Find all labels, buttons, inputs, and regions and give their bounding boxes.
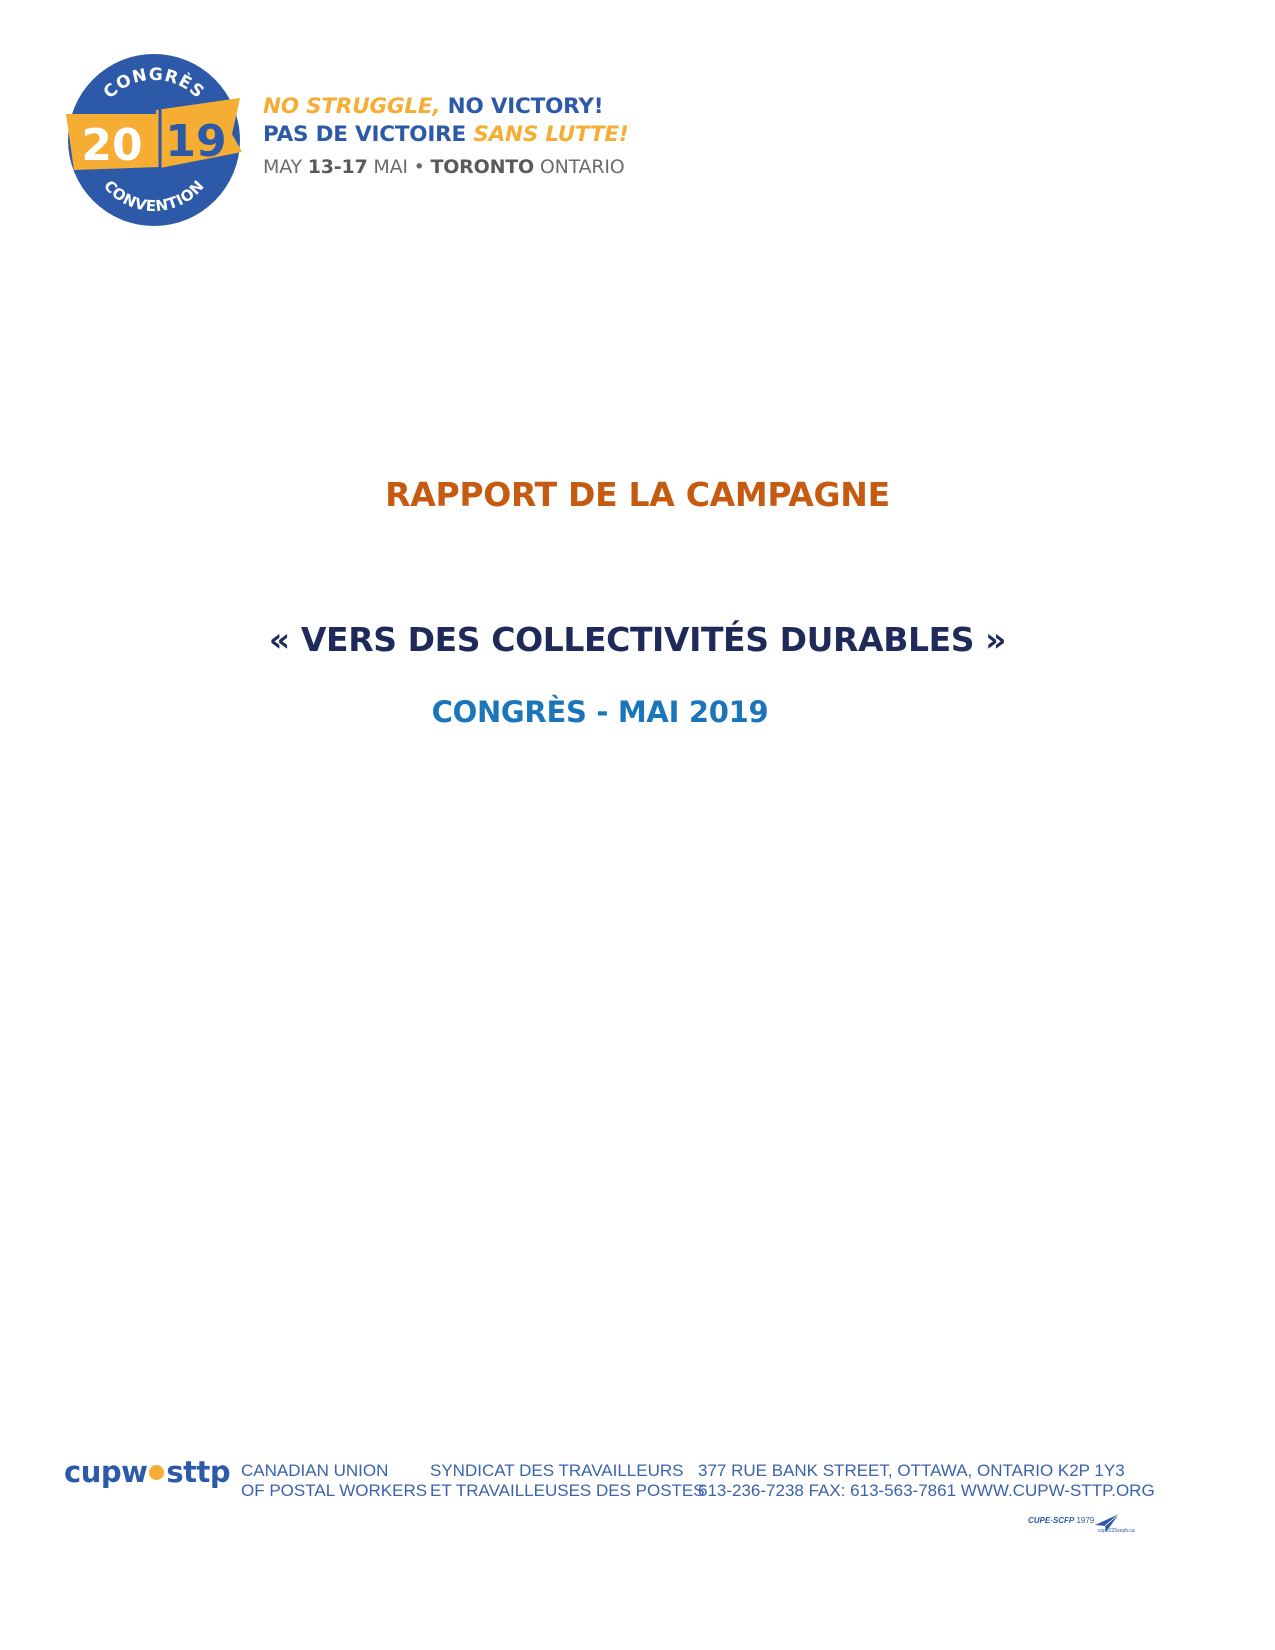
union-label-year: 1979 [1074, 1516, 1095, 1525]
footer-english-line-2: OF POSTAL WORKERS [241, 1481, 428, 1500]
convention-dates [263, 156, 624, 178]
report-title: RAPPORT DE LA CAMPAGNE [385, 475, 890, 514]
footer-french-line-2: ET TRAVAILLEUSES DES POSTES [430, 1481, 705, 1500]
tagline-french-part-b: SANS LUTTE! [473, 122, 629, 147]
tagline-english-part-a: NO STRUGGLE, [263, 94, 441, 119]
badge-bottom-text: CONVENTION [100, 176, 208, 216]
union-label-local: cope225sepb.ca [1098, 1528, 1135, 1534]
dates-part-d: TORONTO [430, 156, 534, 178]
dates-part-b: 13-17 [307, 156, 368, 178]
logo-left-text: cupw [64, 1455, 148, 1489]
tagline-english [263, 94, 603, 119]
convention-date: CONGRÈS - MAI 2019 [431, 695, 769, 729]
tagline-french [263, 122, 629, 147]
tagline-english-part-b: NO VICTORY! [440, 94, 604, 119]
union-label-cupe: CUPE·SCFP [1028, 1516, 1075, 1525]
union-label [1028, 1516, 1094, 1525]
badge-year-left: 20 [81, 120, 143, 171]
footer-address [698, 1461, 1155, 1501]
footer-address-line-1: 377 RUE BANK STREET, OTTAWA, ONTARIO K2P 1Y3 [698, 1461, 1125, 1480]
dates-part-e: ONTARIO [533, 156, 625, 178]
logo-dot-icon [149, 1465, 164, 1480]
logo-right-text: sttp [166, 1455, 231, 1489]
tagline-french-part-a: PAS DE VICTOIRE [263, 122, 474, 147]
footer-french-name [430, 1461, 705, 1501]
convention-2019-logo [64, 52, 242, 227]
campaign-name: « VERS DES COLLECTIVITÉS DURABLES » [268, 620, 1007, 659]
dates-part-a: MAY [263, 156, 308, 178]
footer-french-line-1: SYNDICAT DES TRAVAILLEURS [430, 1461, 684, 1480]
badge-year-right: 19 [165, 116, 227, 167]
badge-top-text: CONGRÈS [99, 64, 209, 103]
dates-part-c: MAI • [367, 156, 431, 178]
footer-english-name [241, 1461, 427, 1501]
cupw-sttp-logo [64, 1455, 230, 1489]
footer-address-line-2: 613-236-7238 FAX: 613-563-7861 WWW.CUPW-STTP.ORG [698, 1481, 1155, 1500]
footer-english-line-1: CANADIAN UNION [241, 1461, 389, 1480]
